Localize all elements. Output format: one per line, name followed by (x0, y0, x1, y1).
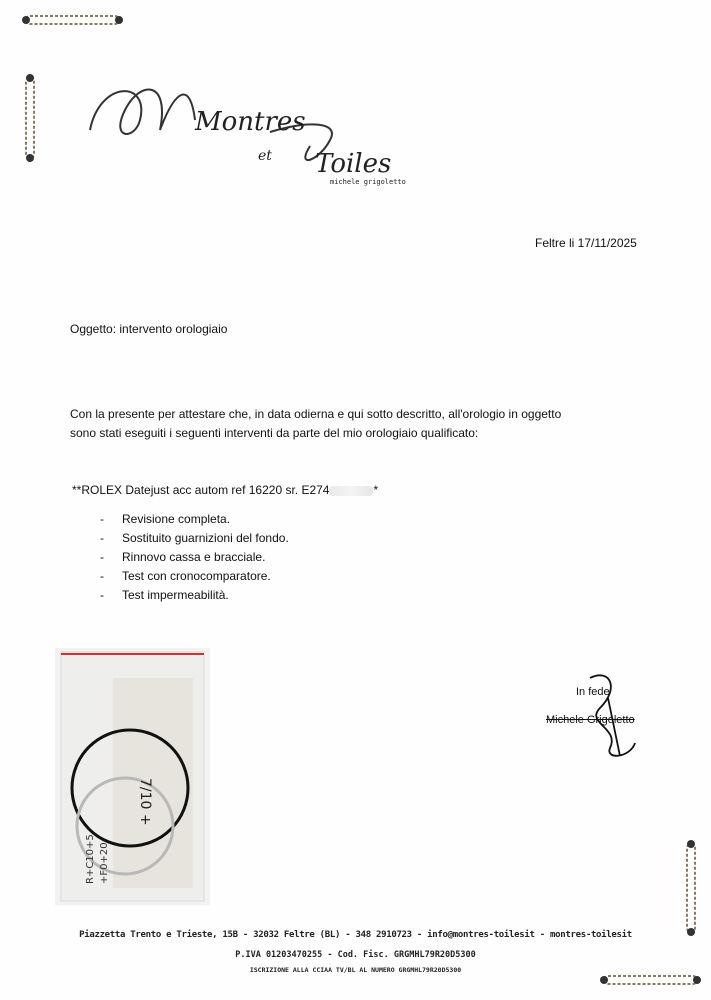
list-item: - Rinnovo cassa e bracciale. (100, 550, 266, 564)
footer-address: Piazzetta Trento e Trieste, 15B - 32032 Feltre (BL) - 348 2910723 - info@montres-toilesit - montres-toilesit (79, 930, 632, 940)
logo-word-montres: Montres (195, 107, 306, 137)
services-list (100, 510, 289, 605)
watch-description-end: * (373, 483, 379, 497)
rope-left-ornament (22, 72, 38, 164)
photo-note-line-1: R+C10+5 (85, 834, 96, 884)
rope-bottom-right-ornament (598, 972, 703, 988)
footer-vat: P.IVA 01203470255 - Cod. Fisc. GRGMHL79R20D5300 (235, 950, 476, 960)
rope-top-left-ornament (20, 12, 125, 28)
body-line-2: sono stati eseguiti i seguenti interventi da parte del mio orologiaio qualificato: (70, 426, 479, 440)
list-item: - Test con cronocomparatore. (100, 569, 271, 583)
logo-owner-name: michele grigoletto (330, 178, 406, 186)
place-date: Feltre li 17/11/2025 (535, 236, 637, 250)
signature-block (540, 660, 660, 760)
logo-word-toiles: Toiles (315, 149, 392, 179)
redacted-serial (329, 486, 373, 496)
in-fede-label: In fede (576, 686, 610, 698)
footer-registration: ISCRIZIONE ALLA CCIAA TV/BL AL NUMERO GRGMHL79R20D5300 (249, 966, 462, 974)
montres-et-toiles-logo (80, 60, 420, 190)
subject-line: Oggetto: intervento orologiaio (70, 322, 228, 336)
list-item: - Sostituito guarnizioni del fondo. (100, 531, 289, 545)
watch-description (72, 483, 378, 497)
letter-body (70, 405, 660, 443)
signer-name: Michele Grigoletto (546, 714, 635, 726)
gasket-bag-photo (55, 648, 210, 905)
body-line-1: Con la presente per attestare che, in data odierna e qui sotto descritto, all'orologio in oggetto (70, 407, 562, 421)
list-item: - Revisione completa. (100, 512, 231, 526)
logo-word-et: et (258, 148, 272, 164)
list-item: - Test impermeabilità. (100, 588, 229, 602)
photo-tag-text: 7/10 + (137, 778, 153, 826)
photo-note-line-2: +F0+20 (99, 842, 110, 884)
rope-right-ornament (683, 838, 699, 938)
watch-description-text: **ROLEX Datejust acc autom ref 16220 sr. E274 (72, 483, 330, 497)
